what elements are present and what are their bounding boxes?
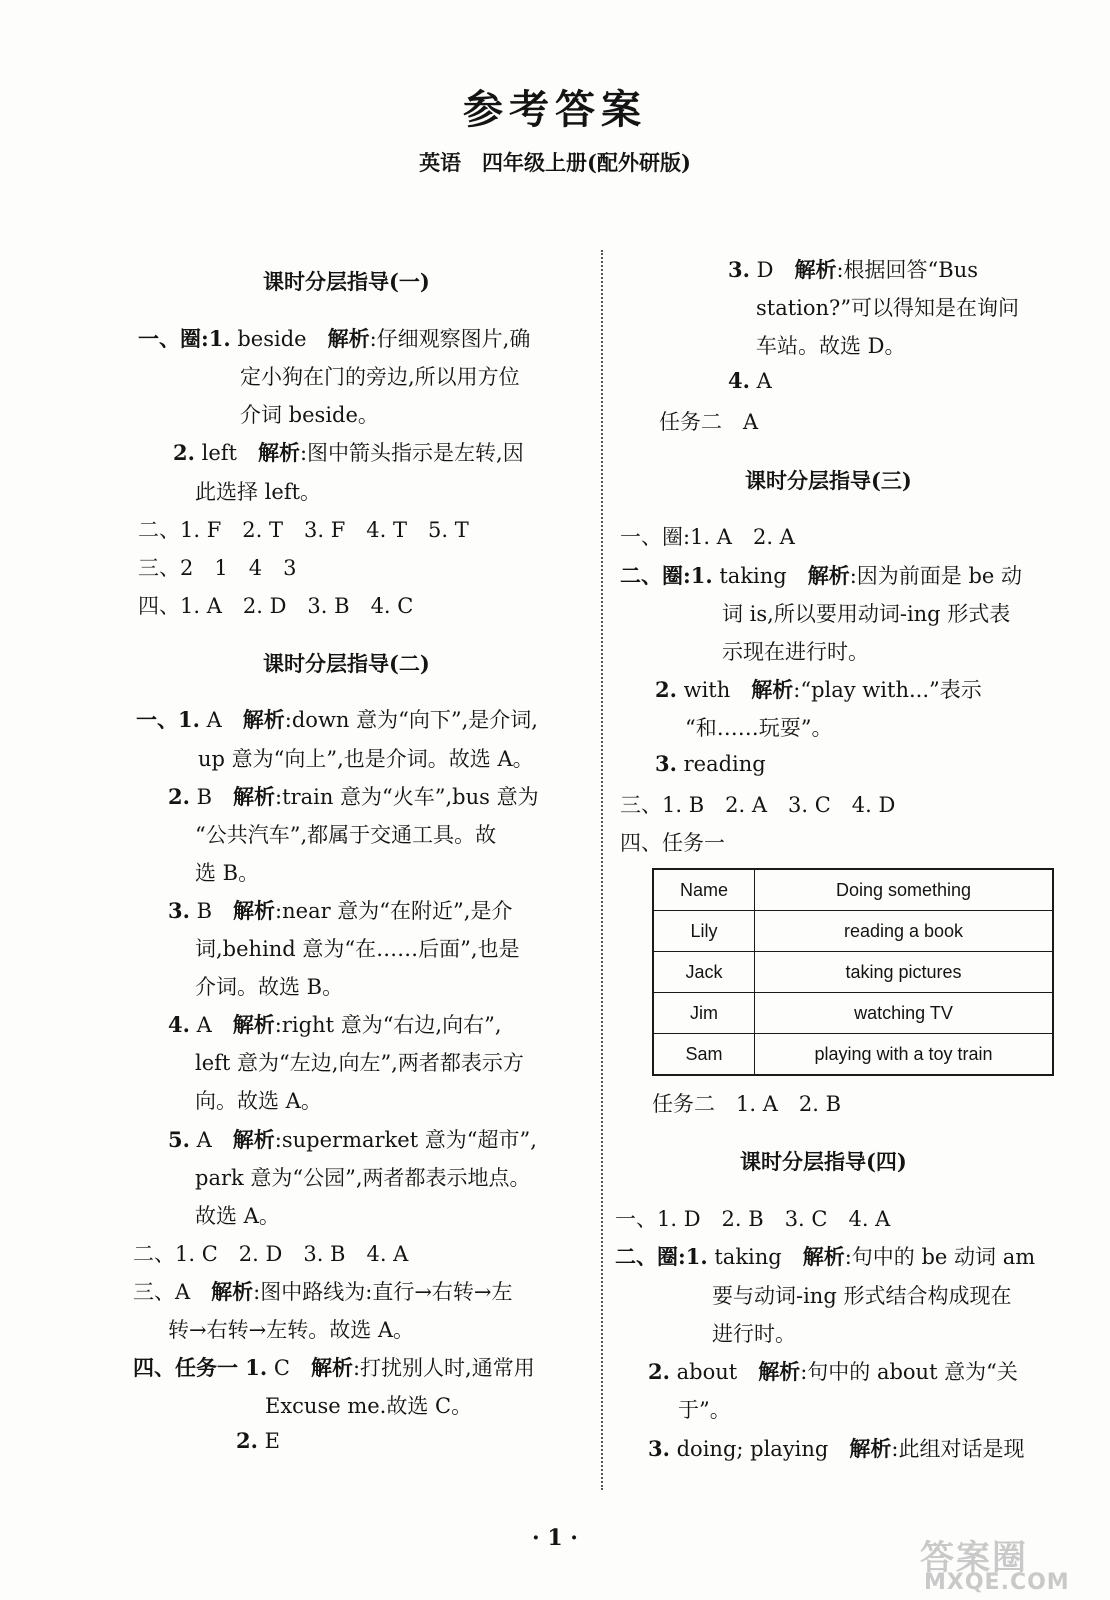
page-title: 参考答案 [463, 86, 647, 133]
answer-line: 定小狗在门的旁边,所以用方位 [240, 365, 520, 389]
answer-line: 此选择 left。 [195, 480, 322, 504]
answer-line: 要与动词-ing 形式结合构成现在 [712, 1284, 1012, 1308]
section-heading-2: 课时分层指导(二) [263, 651, 430, 676]
answer-line: 一、圈:1. beside 解析:仔细观察图片,确 [138, 326, 531, 351]
answer-line: 四、任务一 1. C 解析:打扰别人时,通常用 [133, 1355, 535, 1380]
section-heading-3: 课时分层指导(三) [745, 468, 912, 493]
answer-line: 一、1. D 2. B 3. C 4. A [615, 1207, 891, 1231]
watermark-text: 答案圈 [920, 1538, 1028, 1578]
answer-line: 四、1. A 2. D 3. B 4. C [138, 594, 414, 618]
answer-line: 二、1. C 2. D 3. B 4. A [133, 1242, 409, 1266]
answer-line: 选 B。 [195, 861, 260, 885]
table-cell: Jim [653, 993, 755, 1034]
answer-line: 2. E [236, 1428, 280, 1453]
answer-line: 介词。故选 B。 [195, 975, 344, 999]
page-subtitle: 英语 四年级上册(配外研版) [419, 150, 691, 175]
answer-line: 三、1. B 2. A 3. C 4. D [620, 793, 896, 817]
answer-line: 3. reading [655, 751, 766, 776]
table-cell: Sam [653, 1034, 755, 1076]
answer-line: 介词 beside。 [240, 403, 379, 427]
answer-line: up 意为“向上”,也是介词。故选 A。 [198, 747, 534, 771]
table-row [653, 952, 1053, 993]
activity-table [652, 868, 1054, 1076]
answer-line: 任务二 1. A 2. B [652, 1092, 842, 1116]
answer-line: 一、1. A 解析:down 意为“向下”,是介词, [136, 707, 538, 732]
answer-line: 车站。故选 D。 [756, 334, 906, 358]
table-row [653, 911, 1053, 952]
answer-line: 于”。 [678, 1398, 731, 1422]
answer-line: “和……玩耍”。 [685, 716, 833, 740]
table-row [653, 1034, 1053, 1076]
answer-line: 3. doing; playing 解析:此组对话是现 [648, 1436, 1025, 1461]
answer-line: Excuse me.故选 C。 [265, 1394, 473, 1418]
answer-line: 5. A 解析:supermarket 意为“超市”, [168, 1127, 537, 1152]
answer-line: 一、圈:1. A 2. A [620, 525, 795, 549]
table-cell: Jack [653, 952, 755, 993]
watermark-url: MXQE.COM [924, 1570, 1070, 1595]
answer-line: 3. B 解析:near 意为“在附近”,是介 [168, 898, 513, 923]
table-cell: watching TV [755, 993, 1054, 1034]
answer-line: 4. A 解析:right 意为“右边,向右”, [168, 1012, 502, 1037]
section-heading-4: 课时分层指导(四) [740, 1149, 907, 1174]
table-cell: reading a book [755, 911, 1054, 952]
answer-line: 三、A 解析:图中路线为:直行→右转→左 [133, 1279, 513, 1304]
table-header-row [653, 869, 1053, 911]
answer-line: 任务二 A [659, 410, 759, 434]
answer-line: 二、圈:1. taking 解析:句中的 be 动词 am [615, 1244, 1036, 1269]
answer-line: 转→右转→左转。故选 A。 [168, 1318, 415, 1342]
answer-line: 进行时。 [712, 1322, 796, 1346]
answer-line: 2. B 解析:train 意为“火车”,bus 意为 [168, 784, 539, 809]
answer-line: 2. left 解析:图中箭头指示是左转,因 [173, 440, 524, 465]
answer-line: 2. with 解析:“play with...”表示 [655, 677, 982, 702]
answer-line: 示现在进行时。 [722, 640, 869, 664]
answer-line: 2. about 解析:句中的 about 意为“关 [648, 1359, 1018, 1384]
column-divider [601, 250, 603, 1490]
answer-line: left 意为“左边,向左”,两者都表示方 [195, 1051, 524, 1075]
answer-line: park 意为“公园”,两者都表示地点。 [195, 1166, 531, 1190]
answer-line: 二、1. F 2. T 3. F 4. T 5. T [138, 518, 469, 542]
answer-line: 向。故选 A。 [195, 1089, 322, 1113]
column-header-name: Name [653, 869, 755, 911]
answer-line: 4. A [728, 368, 772, 393]
answer-line: station?”可以得知是在询问 [756, 296, 1020, 320]
table-cell: Lily [653, 911, 755, 952]
answer-line: “公共汽车”,都属于交通工具。故 [195, 823, 497, 847]
table-cell: playing with a toy train [755, 1034, 1054, 1076]
section-heading-1: 课时分层指导(一) [263, 269, 430, 294]
table-cell: taking pictures [755, 952, 1054, 993]
answer-line: 故选 A。 [195, 1204, 280, 1228]
answer-line: 二、圈:1. taking 解析:因为前面是 be 动 [620, 563, 1023, 588]
answer-line: 三、2 1 4 3 [138, 556, 297, 580]
answer-line: 3. D 解析:根据回答“Bus [728, 257, 978, 282]
answer-line: 词 is,所以要用动词-ing 形式表 [722, 602, 1011, 626]
table-row [653, 993, 1053, 1034]
answer-line: 四、任务一 [620, 831, 725, 855]
answer-line: 词,behind 意为“在……后面”,也是 [195, 937, 520, 961]
watermark-logo [920, 1530, 1090, 1600]
column-header-doing: Doing something [755, 869, 1054, 911]
page-number: · 1 · [532, 1525, 578, 1551]
